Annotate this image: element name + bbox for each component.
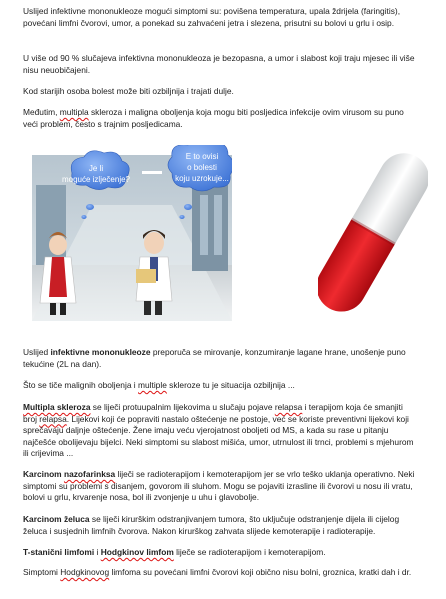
paragraph-nasopharynx	[23, 469, 415, 504]
text-run: Hodgkinov limfom	[100, 547, 174, 557]
bubble-right-line3: koju uzrokuje...	[175, 174, 229, 183]
text-run: relapsa	[274, 402, 303, 412]
text-run: Uslijed	[23, 347, 51, 357]
text-run: skleroza i maligna oboljenja koja mogu biti posljedica infekcije ovim virusom su puno veći problem, često s trajnim posljedicama.	[23, 107, 404, 129]
text-run: Uslijed infektivne mononukleoze mogući simptomi su: povišena temperatura, upala ždrijela (faringitis), povećani limfni čvorovi, umor, a ponekad su zahvaćeni jetra i slezena, prisutni su bolovi u grlu i osip.	[23, 6, 401, 28]
text-run: i terapijom koja će smanjiti broj	[23, 402, 403, 424]
text-run: . Lijekovi koji će popraviti nastalo oštećenje ne postoje, već se koriste preventivni lijekovi koji sprečavaju daljnje oštećenje. Žene imaju veću vjerojatnost oboljeti od MS, a kada su rase u pitanju najčešće obolijevaju bijelci. Neki simptomi su slabost mišića, umor, utrnulost ili trnci, problemi s mjehurom ili crijevima ...	[23, 413, 414, 459]
text-run: i	[94, 547, 101, 557]
pill-capsule-image	[318, 140, 428, 325]
bubble-right-line1: E to ovisi	[185, 152, 219, 161]
text-run: preporuča se mirovanje, konzumiranje lagane hrane, unošenje puno tekućine (2L na dan).	[23, 347, 406, 369]
text-run: skleroze tu je situacija ozbiljnija ...	[166, 380, 295, 390]
text-run: Što se tiče malignih oboljenja i	[23, 380, 138, 390]
paragraph-symptoms	[23, 6, 415, 29]
text-run: T-stanični limfomi	[23, 547, 95, 557]
text-run: relapsa	[39, 413, 67, 424]
text-run: infektivne mononukleoze	[50, 347, 151, 357]
paragraph-hodgkin	[23, 567, 415, 579]
paragraph-elderly	[23, 86, 415, 98]
text-run: limfoma su povećani limfni čvorovi koji obično nisu bolni, groznica, kratki dah i dr.	[109, 567, 412, 577]
text-run: se liječi protuupalnim lijekovima u slučaju pojave	[90, 402, 275, 412]
text-run: Međutim,	[23, 107, 60, 117]
text-run: U više od 90 % slučajeva infektivna mononukleoza je bezopasna, a umor i slabost koji traju mjesec ili više nisu neuobičajeni.	[23, 53, 415, 75]
paragraph-prognosis	[23, 53, 415, 76]
text-run: multiple	[138, 380, 167, 390]
text-run: multipla	[59, 107, 89, 117]
text-run: liječe se radioterapijom i kemoterapijom.	[173, 547, 326, 557]
bubble-left-line1: Je li	[88, 164, 104, 173]
bubble-right-line2: o bolesti	[187, 163, 217, 172]
text-run: Karcinom želuca	[23, 514, 90, 524]
paragraph-mono-treatment	[23, 347, 415, 370]
text-run: Multipla skleroza	[23, 402, 91, 412]
text-run: Karcinom	[23, 469, 64, 479]
text-run: Simptomi	[23, 567, 61, 577]
text-run: se liječi kirurškim odstranjivanjem tumora, što uključuje odstranjenje dijela ili cijelog želuca i susjednih limfnih čvorova. Nakon kirurškog zahvata slijede kemoterapije i radioterapije.	[23, 514, 400, 536]
doctors-illustration	[32, 145, 232, 321]
paragraph-ms	[23, 402, 415, 460]
bubble-left-line2: moguće izlječenje?	[61, 175, 131, 184]
text-run: Kod starijih osoba bolest može biti ozbiljnija i trajati dulje.	[23, 86, 234, 96]
paragraph-complications	[23, 107, 415, 130]
paragraph-stomach	[23, 514, 415, 537]
text-run: Hodgkinovog	[60, 567, 110, 577]
text-run: nazofarinksa	[63, 469, 116, 479]
paragraph-serious	[23, 380, 415, 392]
text-run: liječi se radioterapijom i kemoterapijom jer se vrlo teško uklanja operativno. Neki simptomi su problemi s disanjem, govorom ili sluhom. Mogu se pojaviti izrasline ili čvorovi u nosu ili vratu, bolovi u grlu, krvarenje nosa, bol ili zvonjenje u uhu i glavobolje.	[23, 469, 415, 503]
paragraph-lymphoma	[23, 547, 415, 559]
